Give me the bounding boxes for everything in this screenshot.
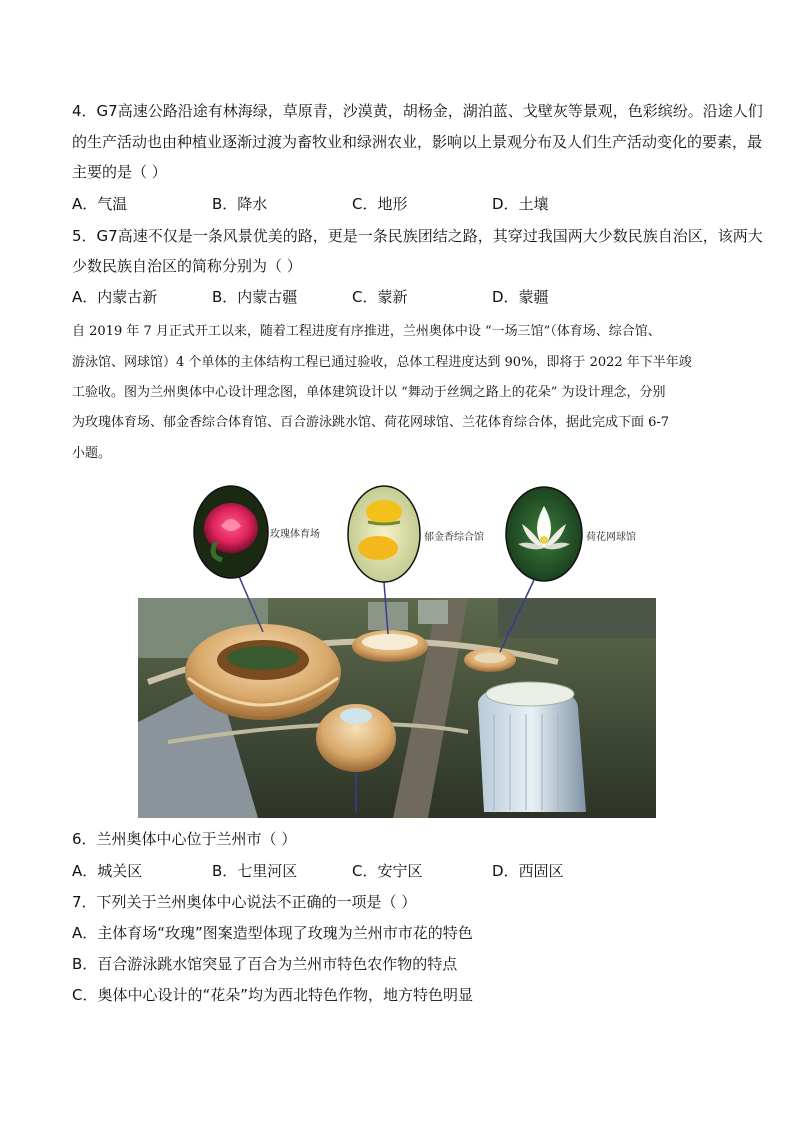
rose-stadium-label: 玫瑰体育场: [270, 529, 320, 540]
q6-option-d: D．西固区: [492, 862, 564, 880]
lotus-tennis-hall-label: 荷花网球馆: [586, 532, 636, 543]
lotus-flower-medallion: [506, 487, 582, 581]
rose-flower-medallion: [194, 486, 268, 578]
q5-stem-line-1: 5．G7高速不仅是一条风景优美的路，更是一条民族团结之路，其穿过我国两大少数民族自治区，该两大: [72, 227, 763, 245]
q4-option-d: D．土壤: [492, 195, 549, 213]
q4-stem-line-2: 的生产活动也由种植业逐渐过渡为畜牧业和绿洲农业，影响以上景观分布及人们生产活动变化的要素，最: [72, 133, 763, 151]
q5-option-d: D．蒙疆: [492, 288, 549, 306]
q7-choice-b: B．百合游泳跳水馆突显了百合为兰州市特色农作物的特点: [72, 955, 458, 973]
passage-line-4: 为玫瑰体育场、郁金香综合体育馆、百合游泳跳水馆、荷花网球馆、兰花体育综合体，据此完成下面 6-7: [72, 415, 670, 430]
lily-swimming-hall-building: [316, 704, 396, 772]
lotus-tennis-hall-building: [464, 648, 516, 672]
q6-option-a: A．城关区: [72, 862, 143, 880]
q4-stem-line-1: 4．G7高速公路沿途有林海绿，草原青，沙漠黄，胡杨金，湖泊蓝、戈壁灰等景观，色彩缤纷。沿途人们: [72, 102, 763, 120]
q5-option-b: B．内蒙古疆: [212, 288, 298, 306]
q4-option-c: C．地形: [352, 195, 408, 213]
q6-option-b: B．七里河区: [212, 862, 298, 880]
passage-line-5: 小题。: [72, 446, 112, 461]
q5-option-c: C．蒙新: [352, 288, 408, 306]
rose-stadium-building: [185, 624, 341, 720]
tulip-gymnasium-building: [352, 630, 428, 662]
tulip-gymnasium-label: 郁金香综合馆: [424, 532, 484, 543]
q5-options: [72, 287, 732, 307]
q4-option-a: A．气温: [72, 195, 128, 213]
q6-stem: 6．兰州奥体中心位于兰州市（ ）: [72, 830, 297, 848]
q5-option-a: A．内蒙古新: [72, 288, 158, 306]
q7-choice-a: A．主体育场“玫瑰”图案造型体现了玫瑰为兰州市市花的特色: [72, 924, 473, 942]
q4-option-b: B．降水: [212, 195, 268, 213]
q6-options: [72, 861, 732, 881]
tulip-flower-medallion: [348, 486, 420, 582]
q4-stem-line-3: 主要的是（ ）: [72, 163, 167, 181]
passage-line-1: 自 2019 年 7 月正式开工以来，随着工程进度有序推进，兰州奥体中设 “一场三馆”（体育场、综合馆、: [72, 324, 661, 339]
q6-option-c: C．安宁区: [352, 862, 423, 880]
q7-stem: 7．下列关于兰州奥体中心说法不正确的一项是（ ）: [72, 893, 417, 911]
q7-choice-c: C．奥体中心设计的“花朵”均为西北特色作物，地方特色明显: [72, 986, 474, 1004]
sports-center-figure: [138, 482, 656, 818]
passage-line-2: 游泳馆、网球馆）4 个单体的主体结构工程已通过验收，总体工程进度达到 90%，即将于 2022 年下半年竣: [72, 355, 692, 370]
q5-stem-line-2: 少数民族自治区的简称分别为（ ）: [72, 257, 302, 275]
q4-options: [72, 194, 732, 214]
orchid-complex-tower: [478, 682, 586, 812]
passage-line-3: 工验收。图为兰州奥体中心设计理念图，单体建筑设计以 “舞动于丝绸之路上的花朵” 为设计理念，分别: [72, 385, 666, 400]
